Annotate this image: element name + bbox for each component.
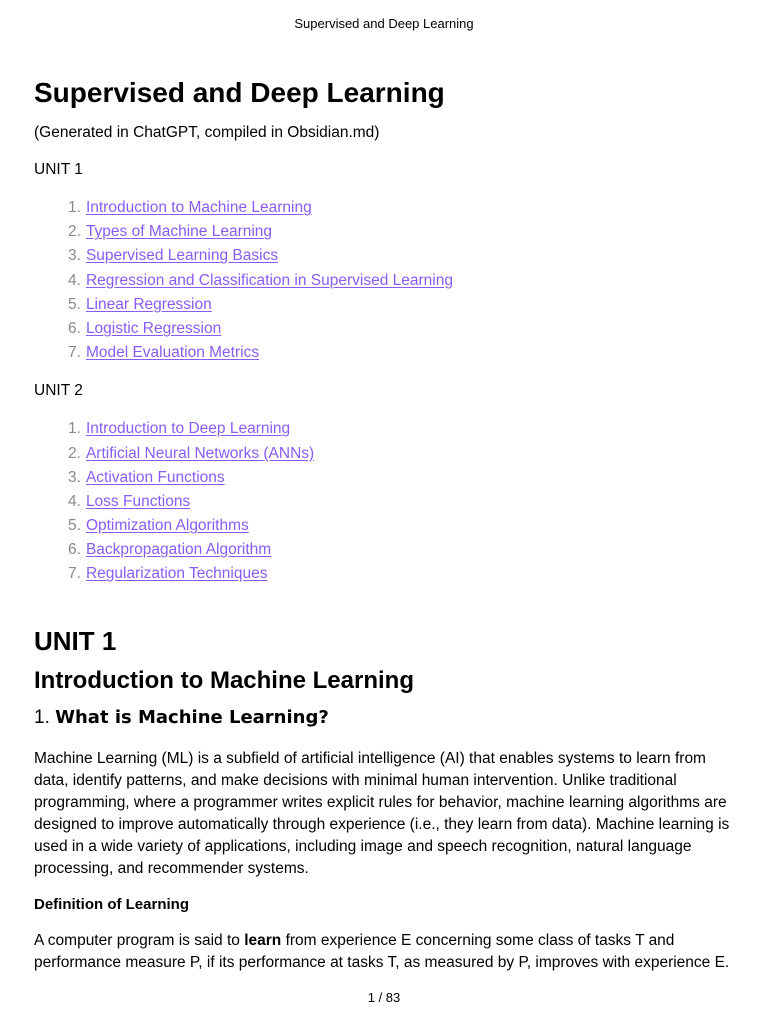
toc-item: [68, 317, 734, 341]
toc-item: [68, 514, 734, 538]
toc-item: [68, 269, 734, 293]
unit-heading: UNIT 1: [34, 625, 117, 656]
definition-text-start: A computer program is said to: [34, 931, 245, 949]
definition-heading: Definition of Learning: [34, 895, 189, 913]
toc-item-number: 5.: [68, 517, 81, 535]
toc-link[interactable]: Introduction to Deep Learning: [85, 420, 291, 438]
page-content: [34, 74, 734, 974]
subsection-number: 1.: [34, 706, 50, 728]
toc-link[interactable]: Linear Regression: [85, 295, 212, 313]
toc-item-number: 2.: [68, 444, 81, 462]
document-subtitle: (Generated in ChatGPT, compiled in Obsidian.md): [34, 124, 380, 141]
toc-item-number: 2.: [68, 223, 81, 241]
toc-item: [68, 220, 734, 244]
toc-link[interactable]: Regularization Techniques: [85, 565, 268, 583]
toc-link[interactable]: Logistic Regression: [85, 319, 222, 337]
subsection-heading: [34, 704, 734, 732]
page-indicator: 1 / 83: [367, 990, 401, 1005]
subsection-title: What is Machine Learning?: [55, 706, 329, 728]
toc-link[interactable]: Activation Functions: [85, 468, 225, 486]
toc-unit1-label: UNIT 1: [34, 161, 83, 178]
toc-item-number: 6.: [68, 319, 81, 337]
toc-unit2-label: UNIT 2: [34, 382, 83, 400]
toc-item-number: 6.: [68, 541, 81, 559]
toc-link[interactable]: Artificial Neural Networks (ANNs): [85, 444, 315, 462]
toc-item-number: 5.: [68, 295, 81, 313]
toc-item-number: 3.: [68, 247, 81, 265]
toc-unit1-list: [34, 196, 734, 365]
running-header: Supervised and Deep Learning: [294, 16, 474, 31]
body-paragraph: Machine Learning (ML) is a subfield of artificial intelligence (AI) that enables systems to learn from data, identify patterns, and make decisions with minimal human intervention. Unlike traditional programming, where a programmer writes explicit rules for behavior, machine learning algorithms are designed to improve automatically through experience (i.e., they learn from data). Machine learning is used in a wide variety of applications, including image and speech recognition, natural language processing, and recommender systems.: [34, 749, 730, 877]
toc-item-number: 1.: [68, 420, 81, 438]
toc-item: [68, 293, 734, 317]
document-title: Supervised and Deep Learning: [34, 77, 445, 108]
toc-item-number: 7.: [68, 565, 81, 583]
definition-text-end: from experience E concerning some class of tasks T and performance measure P, if its performance at tasks T, as measured by P, improves with experience E.: [34, 931, 730, 971]
toc-item-number: 3.: [68, 468, 81, 486]
toc-link[interactable]: Supervised Learning Basics: [85, 247, 279, 265]
toc-item-number: 7.: [68, 344, 81, 362]
section-heading: Introduction to Machine Learning: [34, 666, 414, 694]
toc-unit2-list: [34, 417, 734, 586]
definition-paragraph: [34, 930, 734, 974]
toc-link[interactable]: Backpropagation Algorithm: [85, 541, 272, 559]
toc-item-number: 4.: [68, 271, 81, 289]
toc-link[interactable]: Model Evaluation Metrics: [85, 344, 260, 362]
toc-item-number: 4.: [68, 492, 81, 510]
toc-link[interactable]: Types of Machine Learning: [85, 223, 273, 241]
toc-item: [68, 196, 734, 220]
toc-item: [68, 244, 734, 268]
toc-link[interactable]: Optimization Algorithms: [85, 517, 249, 535]
toc-link[interactable]: Loss Functions: [85, 492, 191, 510]
toc-item: [68, 442, 734, 466]
toc-link[interactable]: Introduction to Machine Learning: [85, 199, 312, 216]
toc-item-number: 1.: [68, 199, 81, 216]
toc-item: [68, 538, 734, 562]
definition-keyword: learn: [244, 931, 282, 949]
toc-item: [68, 417, 734, 441]
toc-item: [68, 466, 734, 490]
toc-link[interactable]: Regression and Classification in Supervised Learning: [85, 271, 453, 289]
toc-item: [68, 341, 734, 365]
toc-item: [68, 490, 734, 514]
toc-item: [68, 562, 734, 586]
